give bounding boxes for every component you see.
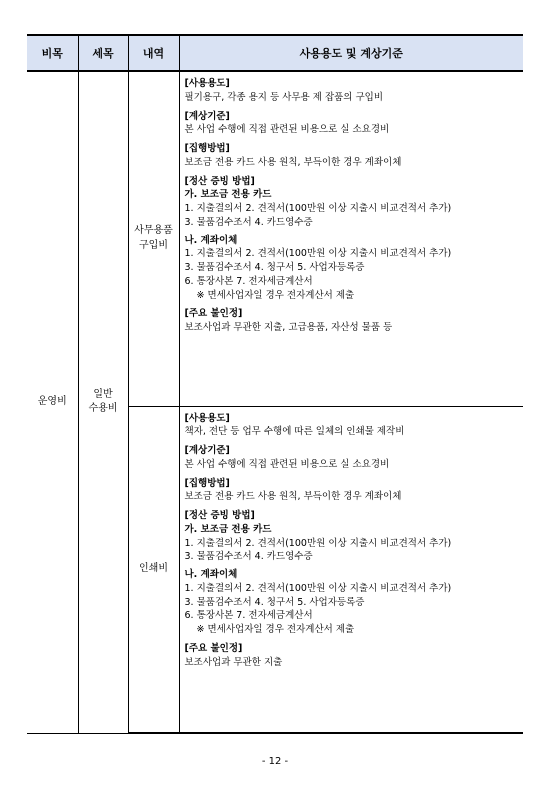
subcategory-cell: 일반 수용비 [78,71,128,733]
basis-section [185,444,520,472]
usage-text: 책자, 전단 등 업무 수행에 따른 일체의 인쇄물 제작비 [184,426,405,438]
transfer-line: 1. 지출결의서 2. 견적서(100만원 이상 지출시 비교견적서 추가) [184,248,452,260]
transfer-line: 3. 물품검수조서 4. 청구서 5. 사업자등록증 [184,596,365,608]
usage-section [185,412,520,440]
usage-text: 필기용구, 각종 용지 등 사무용 제 잡품의 구입비 [184,91,384,103]
disallow-text: 보조사업과 무관한 지출, 고급용품, 자산성 물품 등 [184,322,393,334]
transfer-note: ※ 면세사업자일 경우 전자계산서 제출 [196,624,355,636]
item-name-cell: 사무용품 구입비 [128,71,179,406]
exec-title: [집행방법] [184,477,230,489]
item-name-cell: 인쇄비 [128,406,179,733]
card-line: 3. 물품검수조서 4. 카드영수증 [184,551,313,563]
transfer-line: 3. 물품검수조서 4. 청구서 5. 사업자등록증 [184,262,365,274]
category-cell: 운영비 [27,71,78,733]
basis-title: [계상기준] [184,110,230,122]
transfer-line: 6. 통장사본 7. 전자세금계산서 [184,610,313,622]
budget-table [27,34,523,734]
disallow-section [185,642,520,670]
basis-section [185,110,520,138]
evidence-title: [정산 증빙 방법] [184,175,255,187]
evidence-section [185,175,520,303]
header-category: 비목 [27,35,78,71]
transfer-line: 1. 지출결의서 2. 견적서(100만원 이상 지출시 비교견적서 추가) [184,582,452,594]
transfer-title: 나. 계좌이체 [184,569,238,581]
card-title: 가. 보조금 전용 카드 [184,189,272,201]
transfer-line: 6. 통장사본 7. 전자세금계산서 [184,275,313,287]
item-content-cell [179,71,523,406]
basis-text: 본 사업 수행에 직접 관련된 비용으로 실 소요경비 [184,124,390,136]
header-usage-criteria: 사용용도 및 계상기준 [179,35,523,71]
usage-section [185,77,520,105]
transfer-note: ※ 면세사업자일 경우 전자계산서 제출 [196,289,355,301]
page-number: - 12 - [261,756,289,767]
card-line: 1. 지출결의서 2. 견적서(100만원 이상 지출시 비교견적서 추가) [184,203,452,215]
exec-text: 보조금 전용 카드 사용 원칙, 부득이한 경우 계좌이체 [184,156,402,168]
disallow-title: [주요 불인정] [184,642,243,654]
disallow-title: [주요 불인정] [184,308,243,320]
transfer-title: 나. 계좌이체 [184,234,238,246]
header-subcategory: 세목 [78,35,128,71]
card-line: 1. 지출결의서 2. 견적서(100만원 이상 지출시 비교견적서 추가) [184,537,452,549]
disallow-text: 보조사업과 무관한 지출 [184,656,283,668]
card-title: 가. 보조금 전용 카드 [184,523,272,535]
card-line: 3. 물품검수조서 4. 카드영수증 [184,216,313,228]
exec-text: 보조금 전용 카드 사용 원칙, 부득이한 경우 계좌이체 [184,491,402,503]
usage-title: [사용용도] [184,412,230,424]
exec-section [185,477,520,505]
header-item: 내역 [128,35,179,71]
disallow-section [185,307,520,335]
item-content-cell [179,406,523,733]
evidence-title: [정산 증빙 방법] [184,510,255,522]
table-row [27,71,523,406]
exec-title: [집행방법] [184,143,230,155]
usage-title: [사용용도] [184,78,230,89]
basis-title: [계상기준] [184,445,230,457]
evidence-section [185,509,520,637]
exec-section [185,142,520,170]
table-header-row [27,35,523,71]
basis-text: 본 사업 수행에 직접 관련된 비용으로 실 소요경비 [184,458,390,470]
